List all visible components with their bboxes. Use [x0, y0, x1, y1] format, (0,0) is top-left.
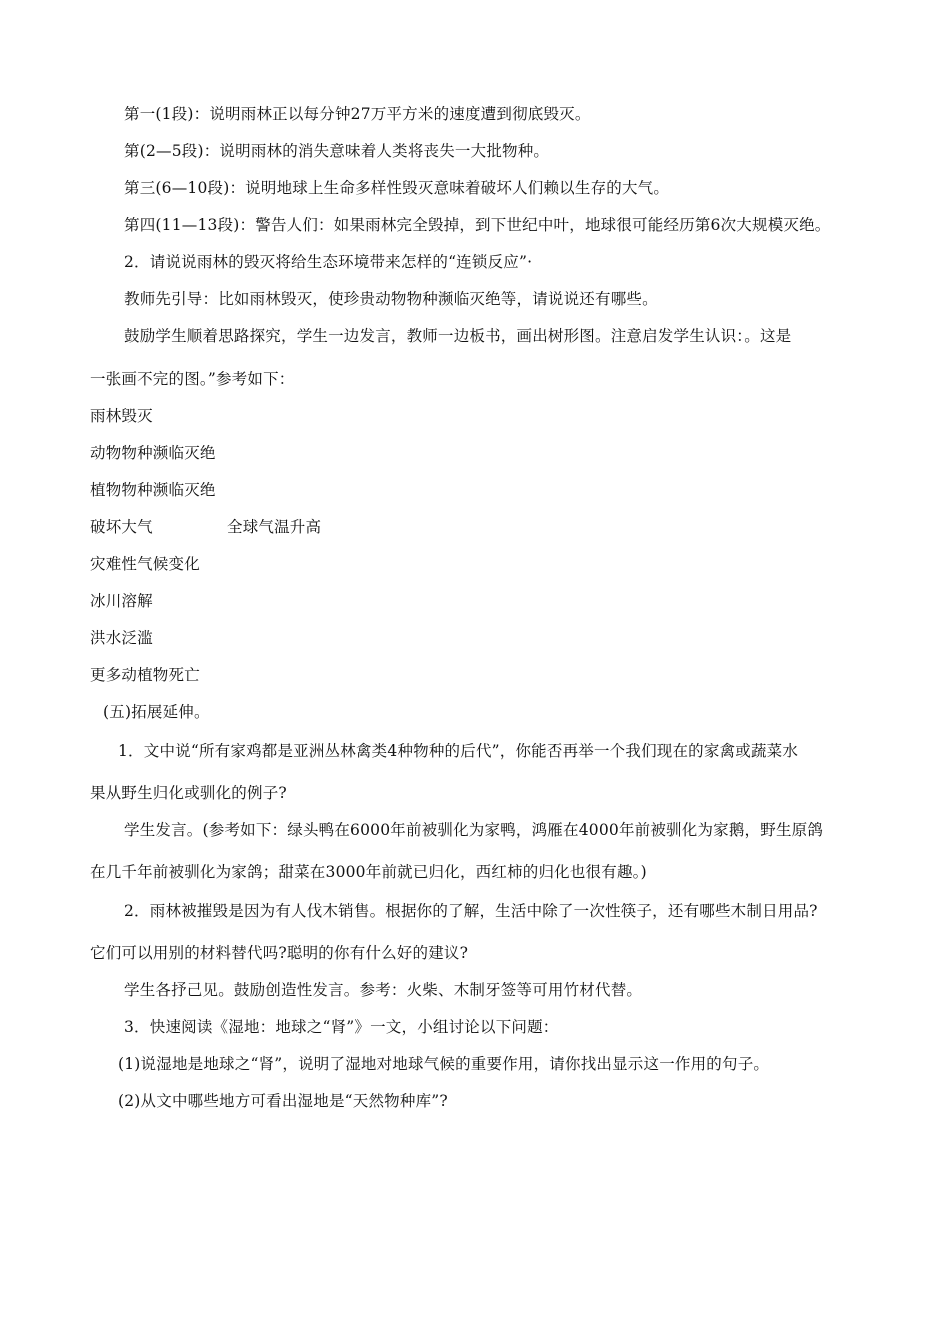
tree-node: 破坏大气 — [90, 518, 153, 536]
sub-question-line: (2)从文中哪些地方可看出湿地是“天然物种库”? — [118, 1092, 448, 1110]
paragraph-line: 学生各抒己见。鼓励创造性发言。参考：火柴、木制牙签等可用竹材代替。 — [124, 981, 643, 999]
tree-node: 冰川溶解 — [90, 592, 153, 610]
tree-node: 全球气温升高 — [227, 518, 322, 536]
paragraph-line: 学生发言。(参考如下：绿头鸭在6000年前被驯化为家鸭，鸿雁在4000年前被驯化为家鹅，野生原鸽 — [124, 821, 824, 839]
paragraph-line: 一张画不完的图。”参考如下： — [90, 370, 295, 388]
tree-node: 灾难性气候变化 — [90, 555, 200, 573]
question-line: 1．文中说“所有家鸡都是亚洲丛林禽类4种物种的后代”，你能否再举一个我们现在的家禽或蔬菜水 — [118, 742, 799, 760]
tree-node: 洪水泛滥 — [90, 629, 153, 647]
paragraph-line: 第四(11—13段)：警告人们：如果雨林完全毁掉，到下世纪中叶，地球很可能经历第6次大规模灭绝。 — [124, 216, 831, 234]
paragraph-line: 第(2—5段)：说明雨林的消失意味着人类将丧失一大批物种。 — [124, 142, 550, 160]
question-line: 2．雨林被摧毁是因为有人伐木销售。根据你的了解，生活中除了一次性筷子，还有哪些木制日用品? — [124, 902, 818, 920]
section-heading: (五)拓展延伸。 — [103, 703, 210, 721]
question-line: 3．快速阅读《湿地：地球之“肾”》一文，小组讨论以下问题： — [124, 1018, 559, 1036]
paragraph-line: 果从野生归化或驯化的例子? — [90, 784, 287, 802]
paragraph-line: 它们可以用别的材料替代吗?聪明的你有什么好的建议? — [90, 944, 469, 962]
question-line: 2．请说说雨林的毁灭将给生态环境带来怎样的“连锁反应”· — [124, 253, 533, 271]
tree-node: 动物物种濒临灭绝 — [90, 444, 216, 462]
tree-node: 更多动植物死亡 — [90, 666, 200, 684]
paragraph-line: 第一(1段)：说明雨林正以每分钟27万平方米的速度遭到彻底毁灭。 — [124, 105, 591, 123]
paragraph-line: 第三(6—10段)：说明地球上生命多样性毁灭意味着破坏人们赖以生存的大气。 — [124, 179, 670, 197]
paragraph-line: 教师先引导：比如雨林毁灭，使珍贵动物物种濒临灭绝等，请说说还有哪些。 — [124, 290, 658, 308]
sub-question-line: (1)说湿地是地球之“肾”，说明了湿地对地球气候的重要作用，请你找出显示这一作用的句子。 — [118, 1055, 770, 1073]
tree-node: 植物物种濒临灭绝 — [90, 481, 216, 499]
paragraph-line: 鼓励学生顺着思路探究，学生一边发言，教师一边板书，画出树形图。注意启发学生认识：。这是 — [124, 327, 792, 345]
paragraph-line: 在几千年前被驯化为家鸽；甜菜在3000年前就已归化，西红柿的归化也很有趣。) — [90, 863, 647, 881]
tree-node: 雨林毁灭 — [90, 407, 153, 425]
